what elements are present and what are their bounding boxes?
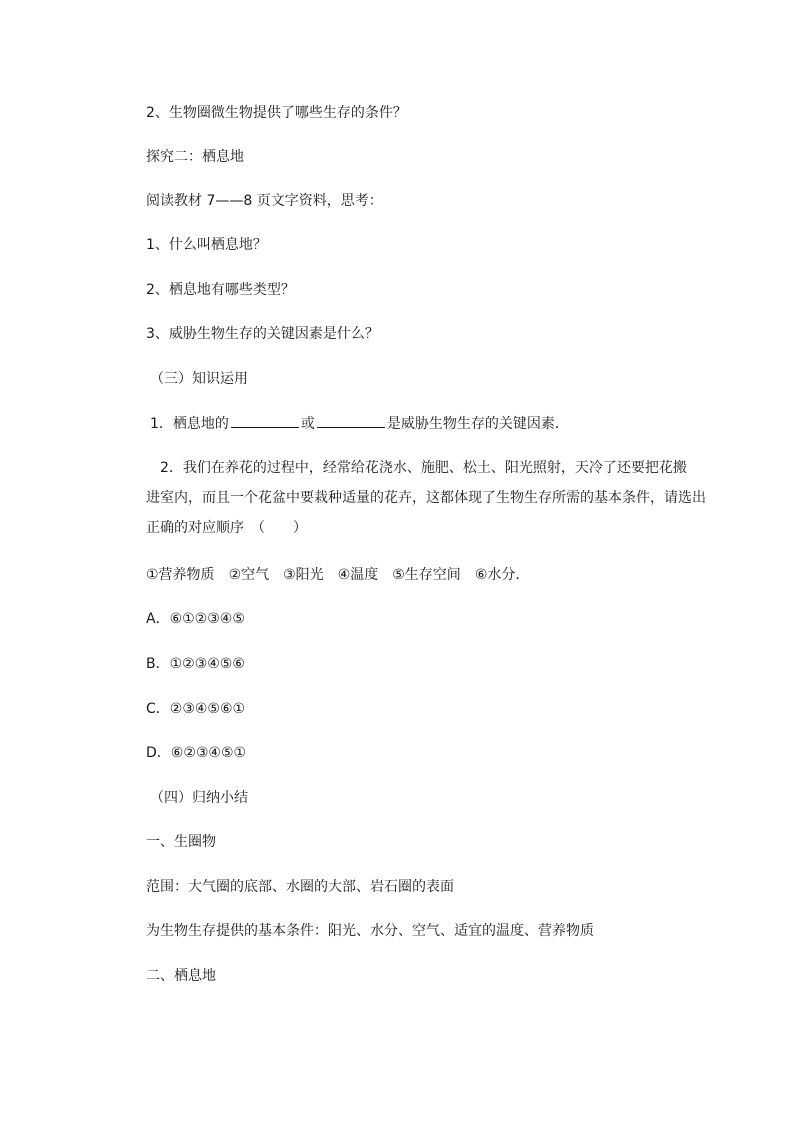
answer-blank-1[interactable]: [231, 415, 299, 428]
habitat-question-1: 1、什么叫栖息地？: [146, 237, 267, 253]
question-2-line-3: 正确的对应顺序 （ ）: [146, 520, 307, 536]
fill-text-a: 1．栖息地的: [150, 416, 229, 432]
option-a: A．⑥①②③④⑤: [146, 611, 245, 627]
option-c: C．②③④⑤⑥①: [146, 701, 246, 717]
question-2-line-1: 2．我们在养花的过程中，经常给花浇水、施肥、松土、阳光照射，天冷了还要把花搬: [160, 460, 687, 476]
answer-blank-2[interactable]: [317, 415, 385, 428]
habitat-question-3: 3、威胁生物生存的关键因素是什么？: [146, 326, 379, 342]
habitat-question-2: 2、栖息地有哪些类型？: [146, 282, 295, 298]
option-b: B．①②③④⑤⑥: [146, 656, 245, 672]
fill-text-c: 是威胁生物生存的关键因素．: [386, 416, 569, 432]
summary-habitat-heading: 二、栖息地: [146, 968, 216, 984]
summary-biosphere-heading: 一、生圈物: [146, 834, 216, 850]
fill-text-b: 或: [300, 416, 315, 432]
section-summary: （四）归纳小结: [150, 790, 248, 806]
factor-item: ④温度: [337, 567, 379, 583]
section-knowledge-application: （三）知识运用: [150, 371, 248, 387]
factor-item: ②空气: [228, 567, 270, 583]
biosphere-range: 范围：大气圈的底部、水圈的大部、岩石圈的表面: [146, 879, 454, 895]
basic-conditions: 为生物生存提供的基本条件：阳光、水分、空气、适宜的温度、营养物质: [146, 923, 594, 939]
explore-2-heading: 探究二：栖息地: [146, 149, 244, 165]
factor-item: ⑥水分．: [474, 567, 530, 583]
reading-instruction: 阅读教材 7——8 页文字资料，思考：: [146, 193, 383, 209]
factor-list: [146, 567, 529, 583]
factor-item: ①营养物质: [146, 567, 215, 583]
question-2-line-2: 进室内，而且一个花盆中要栽种适量的花卉，这都体现了生物生存所需的基本条件，请选出: [146, 490, 706, 506]
factor-item: ③阳光: [283, 567, 324, 583]
fill-in-question-1: [150, 415, 569, 432]
question-2-microbes: 2、生物圈微生物提供了哪些生存的条件？: [146, 105, 407, 121]
option-d: D．⑥②③④⑤①: [146, 745, 247, 761]
factor-item: ⑤生存空间: [392, 567, 461, 583]
